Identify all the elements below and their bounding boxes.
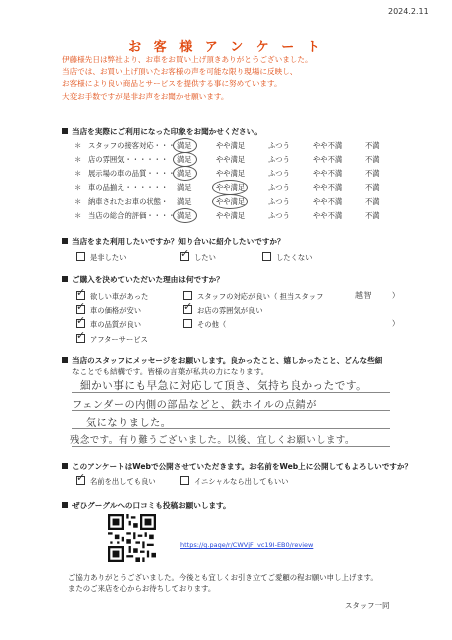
asterisk-icon: ＊	[74, 183, 82, 192]
rating-option[interactable]: ふつう	[268, 169, 290, 178]
q3-heading-text: ご購入を決めていただいた理由は何ですか？	[72, 275, 224, 284]
checkbox[interactable]	[183, 319, 192, 328]
q2-heading	[62, 236, 285, 247]
ruled-line	[72, 446, 390, 447]
rating-option[interactable]: やや不満	[313, 141, 343, 150]
qr-code-icon[interactable]	[108, 514, 156, 562]
rating-option[interactable]: 満足	[177, 211, 192, 220]
selection-circle	[212, 194, 248, 209]
rating-option[interactable]: ふつう	[268, 155, 290, 164]
q2-heading-text: 当店をまた利用したいですか？知り合いに紹介したいですか？	[72, 237, 285, 246]
q1-heading-text: 当店を実際にご利用になった印象をお聞かせください。	[72, 127, 262, 136]
intro-text	[62, 54, 313, 103]
q5-heading-text: このアンケートはWebで公開させていただきます。お名前をWeb上に公開してもよろしいですか？	[72, 462, 413, 471]
close-paren: ）	[392, 319, 400, 328]
q3-option-aftercare[interactable]: ✓アフターサービス	[76, 334, 148, 345]
staff-name-handwritten: 越智	[355, 291, 372, 300]
rating-option[interactable]: やや不満	[313, 183, 343, 192]
q4-heading-text: 当店のスタッフにメッセージをお願いします。良かったこと、嬉しかったこと、どんな些細	[72, 356, 383, 365]
rating-option[interactable]: ふつう	[268, 211, 290, 220]
checkbox[interactable]	[183, 291, 192, 300]
rating-option[interactable]: 不満	[365, 141, 380, 150]
bullet-square-icon	[62, 238, 68, 244]
closing-text	[68, 572, 378, 594]
q3-option-price[interactable]: ✓車の価格が安い	[76, 305, 141, 316]
bullet-square-icon	[62, 357, 68, 363]
q5-option-name-ok[interactable]: ✓名前を出しても良い	[76, 476, 156, 487]
rating-option[interactable]: やや満足	[216, 169, 246, 178]
q2-option-want[interactable]: ✓ したい	[180, 252, 216, 263]
closing-line: ご協力ありがとうございました。今後とも宜しくお引き立てご愛顧の程お願い申し上げます。	[68, 573, 378, 582]
checkbox-checked[interactable]	[76, 291, 85, 300]
rating-option[interactable]: 満足	[177, 155, 192, 164]
rating-option[interactable]: 満足	[177, 183, 192, 192]
closing-line: またのご来店を心からお待ちしております。	[68, 584, 216, 594]
rating-row-label: 当店の総合的評価・・・・	[88, 211, 176, 220]
rating-option[interactable]: やや満足	[216, 211, 246, 220]
rating-option[interactable]: やや満足	[216, 141, 246, 150]
q2-option-no[interactable]: したくない	[262, 252, 312, 263]
q4-heading-continued: なことでも結構です。皆様の言葉が私共の力になります。	[72, 367, 269, 376]
bullet-square-icon	[62, 128, 68, 134]
intro-line: 大変お手数ですが是非お声をお聞かせ願います。	[62, 91, 229, 101]
intro-line: お客様により良い商品とサービスを提供する事に努めています。	[62, 79, 282, 89]
rating-option[interactable]: 不満	[365, 155, 380, 164]
asterisk-icon: ＊	[74, 169, 82, 178]
selection-circle	[173, 166, 197, 181]
q6-heading	[62, 500, 231, 511]
checkbox-checked[interactable]	[76, 476, 85, 485]
checkbox-checked[interactable]	[180, 252, 189, 261]
checkbox[interactable]	[180, 476, 189, 485]
rating-option[interactable]: 不満	[365, 197, 380, 206]
q3-option-quality[interactable]: ✓車の品質が良い	[76, 319, 141, 330]
rating-option[interactable]: やや不満	[313, 197, 343, 206]
rating-option[interactable]: ふつう	[268, 183, 290, 192]
handwritten-message-line: 細かい事にも早急に対応して頂き、気持ち良かったです。	[80, 380, 368, 392]
rating-option[interactable]: やや不満	[313, 211, 343, 220]
q3-heading	[62, 274, 224, 285]
q3-option-wanted-car[interactable]: ✓欲しい車があった	[76, 291, 148, 302]
rating-option[interactable]: 不満	[365, 183, 380, 192]
rating-option[interactable]: ふつう	[268, 141, 290, 150]
q5-heading	[62, 461, 412, 472]
asterisk-icon: ＊	[74, 141, 82, 150]
handwritten-message-line: 残念です。有り難うございました。以後、宜しくお願いします。	[70, 435, 355, 446]
q6-heading-text: ぜひグーグルへの口コミも投稿お願いします。	[72, 501, 231, 510]
q3-option-other[interactable]: その他（	[183, 319, 226, 330]
rating-option[interactable]: やや満足	[216, 197, 246, 206]
page-title: お 客 様 ア ン ケ ー ト	[128, 40, 324, 55]
signature: スタッフ一同	[345, 601, 390, 610]
bullet-square-icon	[62, 502, 68, 508]
intro-line: 伊藤様先日は弊社より、お車をお買い上げ頂きありがとうございました。	[62, 55, 313, 64]
rating-option[interactable]: やや不満	[313, 155, 343, 164]
rating-option[interactable]: 満足	[177, 141, 192, 150]
intro-line: 当店では、お買い上げ頂いたお客様の声を可能な限り現場に反映し、	[62, 67, 298, 77]
rating-option[interactable]: 不満	[365, 211, 380, 220]
rating-option[interactable]: 不満	[365, 169, 380, 178]
bullet-square-icon	[62, 276, 68, 282]
handwritten-message-line: 気になりました。	[86, 418, 172, 429]
survey-date: 2024.2.11	[388, 7, 429, 16]
checkbox[interactable]	[262, 252, 271, 261]
q3-option-atmosphere[interactable]: ✓お店の雰囲気が良い	[183, 305, 263, 316]
checkbox-checked[interactable]	[76, 319, 85, 328]
close-paren: ）	[392, 291, 400, 300]
checkbox-checked[interactable]	[76, 334, 85, 343]
rating-row-label: 店の雰囲気・・・・・・	[88, 155, 169, 164]
q2-option-eager[interactable]: 是非したい	[76, 252, 126, 263]
checkbox-checked[interactable]	[76, 305, 85, 314]
asterisk-icon: ＊	[74, 211, 82, 220]
rating-option[interactable]: 満足	[177, 169, 192, 178]
selection-circle	[212, 180, 248, 195]
selection-circle	[173, 138, 197, 153]
rating-option[interactable]: やや満足	[216, 183, 246, 192]
selection-circle	[173, 152, 197, 167]
rating-option[interactable]: ふつう	[268, 197, 290, 206]
rating-option[interactable]: やや満足	[216, 155, 246, 164]
rating-option[interactable]: やや不満	[313, 169, 343, 178]
rating-row-label: スタッフの接客対応・・・	[88, 141, 176, 150]
bullet-square-icon	[62, 463, 68, 469]
q1-heading	[62, 126, 262, 137]
rating-row-label: 車の品揃え・・・・・・	[88, 183, 169, 192]
q4-heading	[62, 355, 382, 366]
rating-row-label: 納車されたお車の状態・	[88, 197, 169, 206]
checkbox-checked[interactable]	[183, 305, 192, 314]
checkbox[interactable]	[76, 252, 85, 261]
q5-option-initials[interactable]: イニシャルなら出してもいい	[180, 476, 288, 487]
asterisk-icon: ＊	[74, 155, 82, 164]
asterisk-icon: ＊	[74, 197, 82, 206]
handwritten-message-line: フェンダーの内側の部品などと、鉄ホイルの点錆が	[72, 400, 317, 411]
rating-option[interactable]: 満足	[177, 197, 192, 206]
review-link[interactable]: https://g.page/r/CWVjF_vc19I-EB0/review	[180, 541, 314, 549]
q3-option-staff[interactable]: スタッフの対応が良い（ 担当スタッフ	[183, 291, 323, 302]
rating-row-label: 展示場の車の品質・・・・	[88, 169, 176, 178]
selection-circle	[173, 208, 197, 223]
